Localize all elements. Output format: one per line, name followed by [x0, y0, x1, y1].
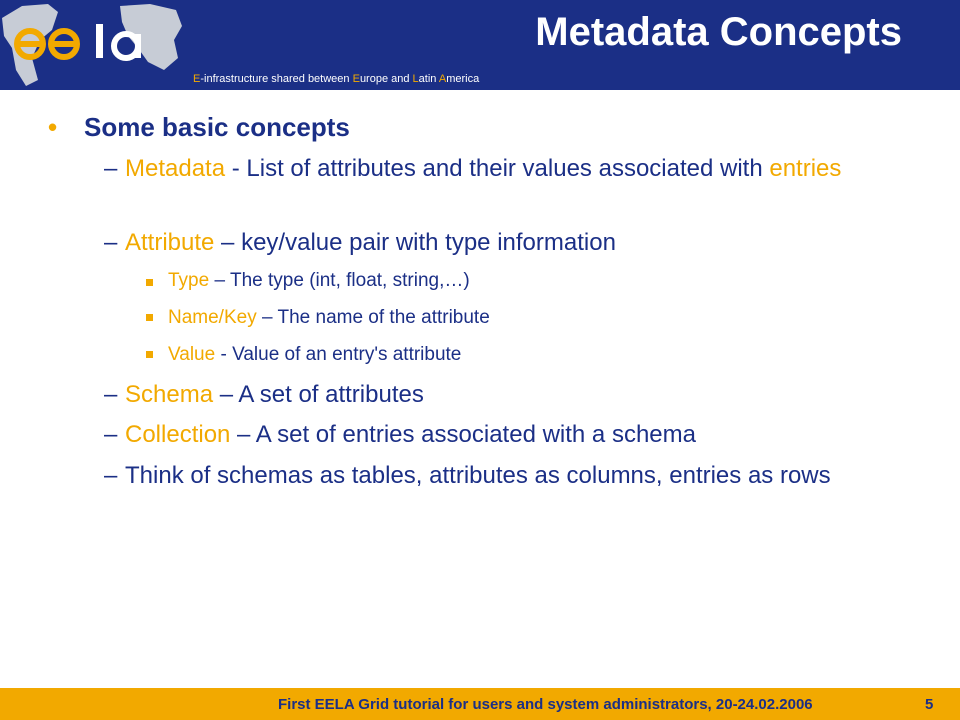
dash-marker: – [104, 462, 118, 489]
dash-marker: – [104, 155, 118, 182]
bullet-schema: Schema – A set of attributes [125, 381, 424, 408]
page-number: 5 [925, 696, 934, 713]
bullet-collection: Collection – A set of entries associated with a schema [125, 421, 696, 448]
footer-text: First EELA Grid tutorial for users and system administrators, 20-24.02.2006 [278, 696, 813, 713]
square-bullet-icon [146, 314, 153, 321]
tagline: E-infrastructure shared between Europe and Latin America [193, 73, 480, 85]
square-bullet-icon [146, 279, 153, 286]
bullet-think-of-schemas: Think of schemas as tables, attributes as columns, entries as rows [125, 462, 831, 489]
dash-marker: – [104, 381, 118, 408]
sub-bullet-type: Type – The type (int, float, string,…) [168, 270, 470, 291]
eela-logo [0, 0, 200, 90]
square-bullet-icon [146, 351, 153, 358]
dash-marker: – [104, 229, 118, 256]
bullet-dot-icon: • [48, 112, 58, 142]
bullet-attribute: Attribute – key/value pair with type information [125, 229, 616, 256]
bullet-metadata: Metadata - List of attributes and their values associated with entries [125, 155, 842, 182]
slide-title: Metadata Concepts [535, 10, 902, 54]
sub-bullet-value: Value - Value of an entry's attribute [168, 344, 462, 365]
heading-bullet: Some basic concepts [84, 112, 350, 142]
dash-marker: – [104, 421, 118, 448]
header-bar [0, 0, 960, 90]
sub-bullet-name-key: Name/Key – The name of the attribute [168, 307, 490, 328]
